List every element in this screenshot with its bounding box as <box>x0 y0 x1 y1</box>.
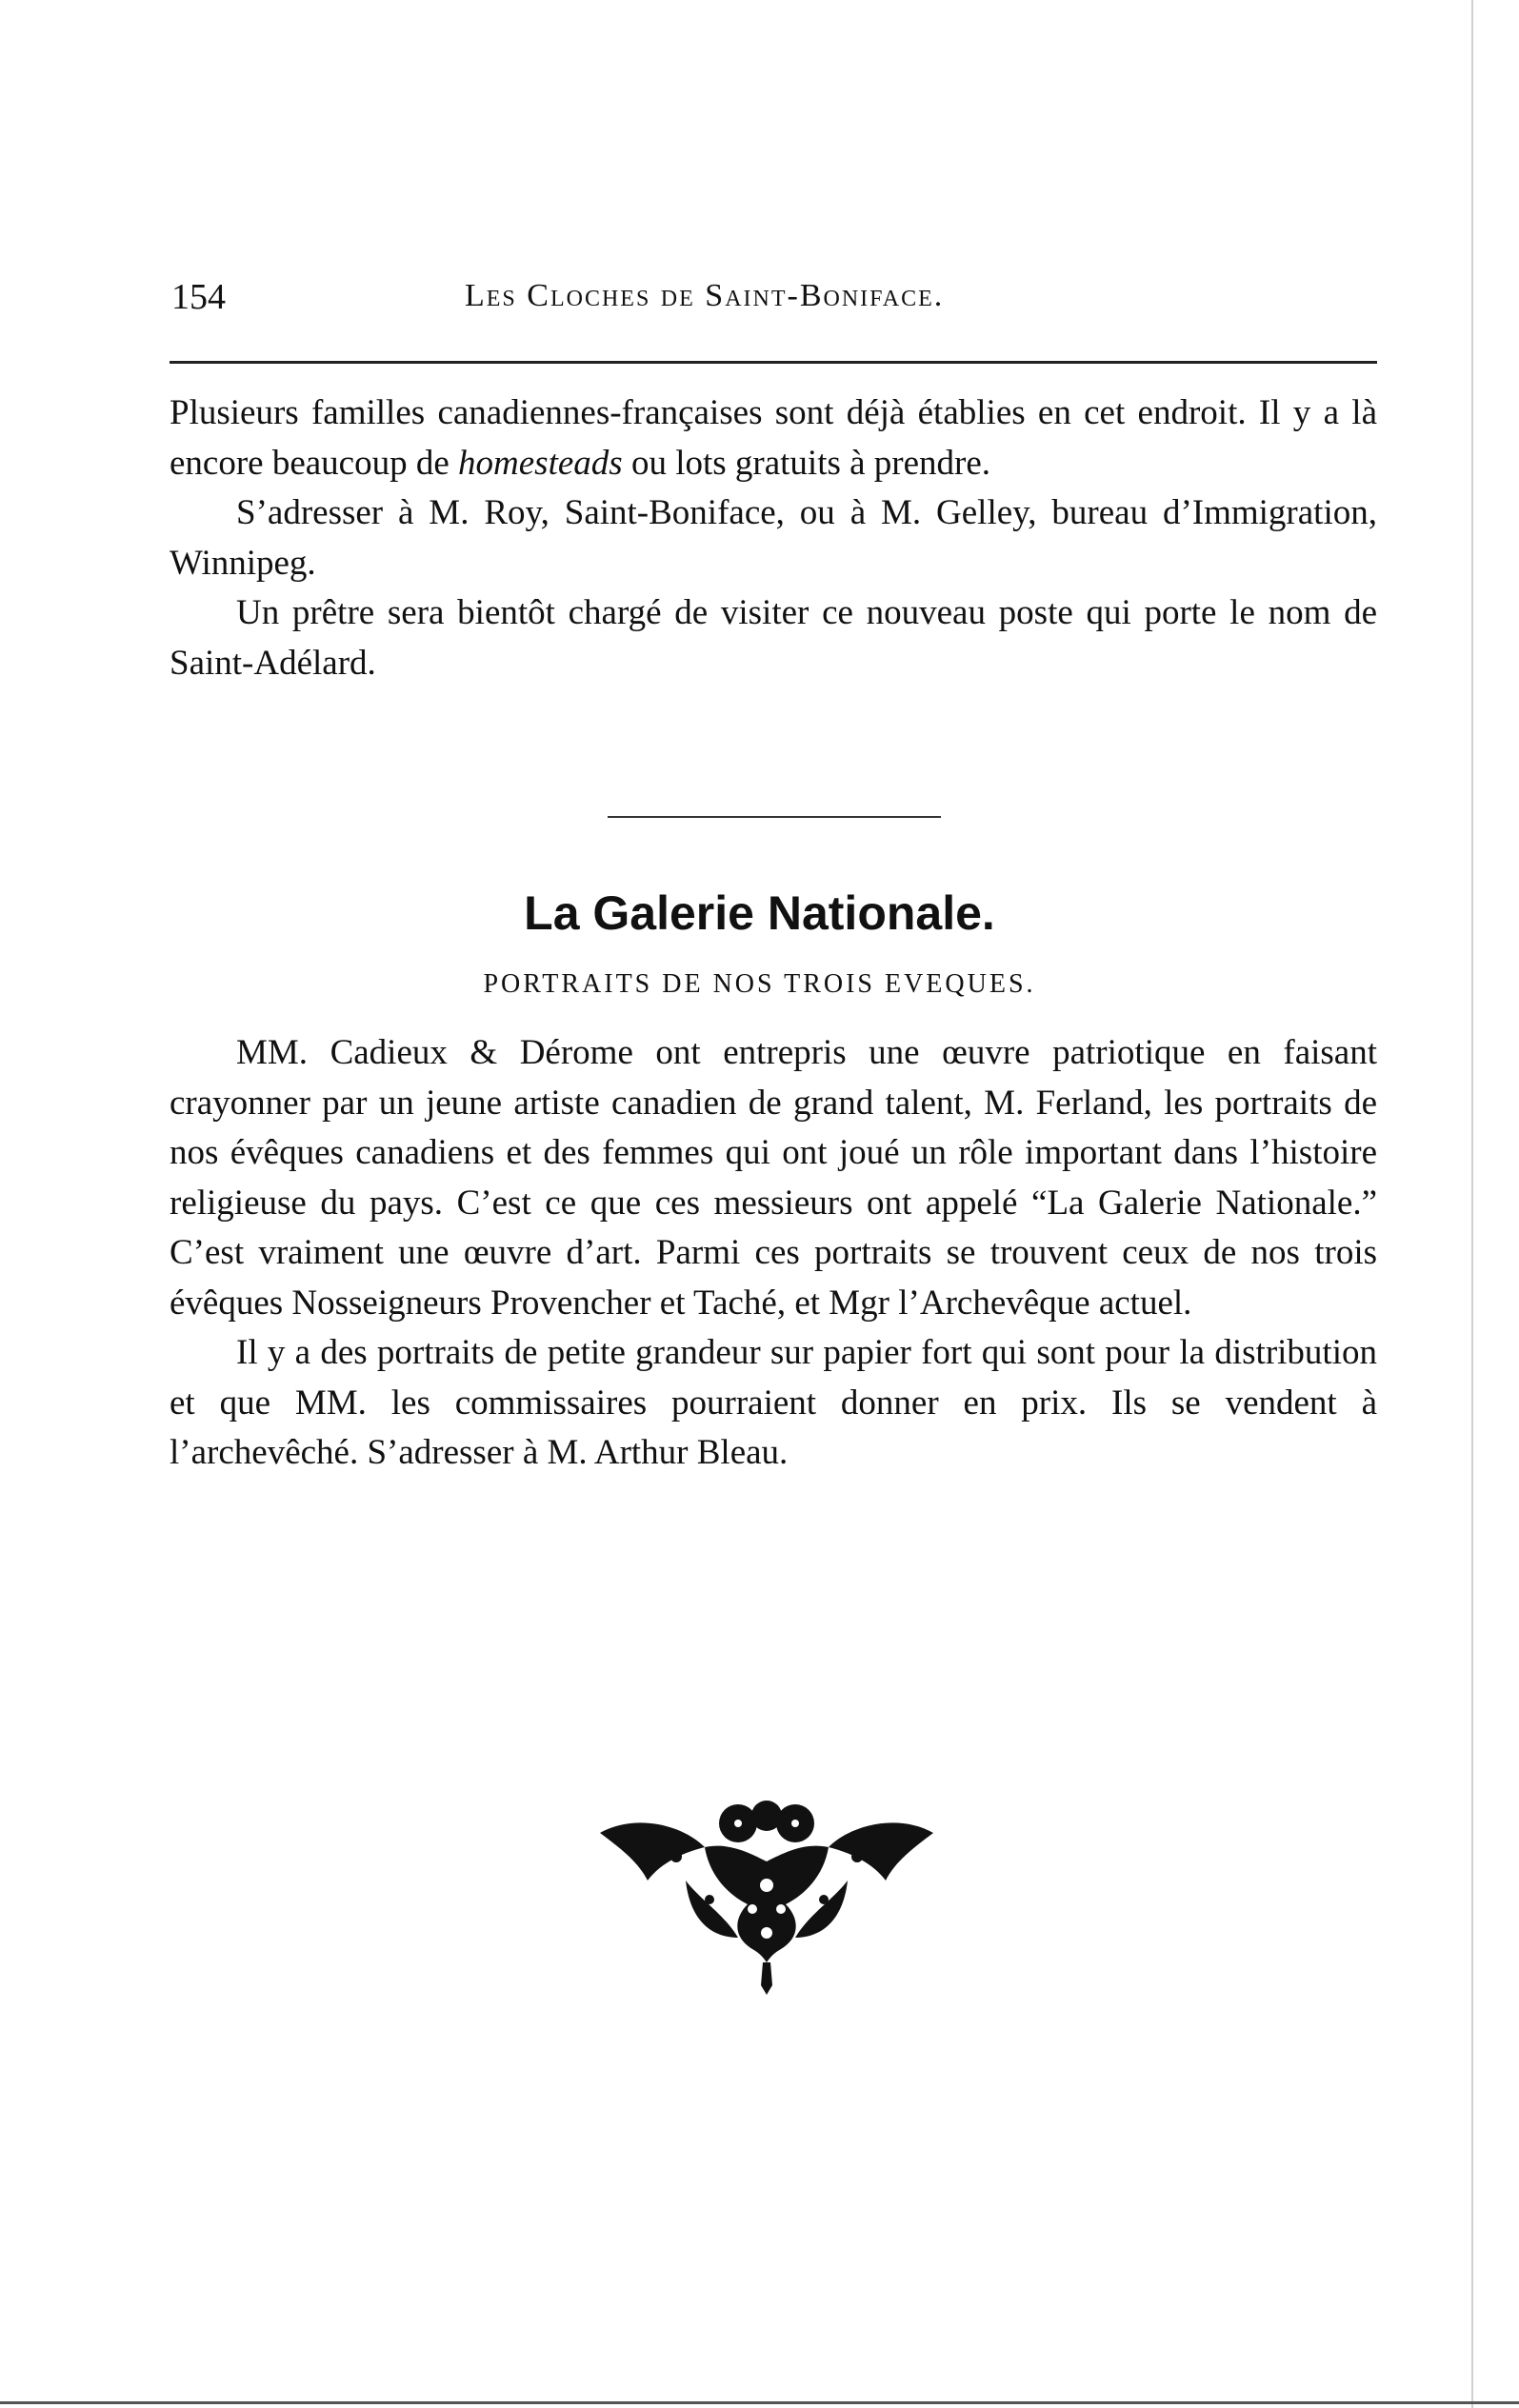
section-divider <box>608 816 941 818</box>
running-title: Les Cloches de Saint-Boniface. <box>465 278 945 313</box>
floral-tailpiece-icon <box>595 1795 938 1995</box>
section1-body <box>170 388 1377 688</box>
scan-margin-line <box>1471 0 1473 2408</box>
paragraph-contact: S’adresser à M. Roy, Saint-Boniface, ou à M. Gelley, bureau d’Immigration, Winnipeg. <box>170 493 1377 583</box>
paragraph-galerie: MM. Cadieux & Dérome ont entrepris une œuvre patriotique en faisant crayonner par un jeune artiste canadien de grand talent, M. Ferland, les portraits de nos évêques canadiens et des femmes qui ont joué un rôle important dans l’histoire religieuse du pays. C’est ce que ces messieurs ont appelé “La Galerie Nationale.” C’est vraiment une œuvre d’art. Parmi ces portraits se trouvent ceux de nos trois évêques Nosseigneurs Provencher et Taché, et Mgr l’Archevêque actuel. <box>170 1033 1377 1323</box>
paragraph-saint-adelard: Un prêtre sera bientôt chargé de visiter ce nouveau poste qui porte le nom de Saint-Adélard. <box>170 593 1377 683</box>
page-number: 154 <box>171 277 226 317</box>
section-subtitle: PORTRAITS DE NOS TROIS EVEQUES. <box>483 969 1036 999</box>
header-rule <box>170 361 1377 364</box>
paragraph-homesteads: Plusieurs familles canadiennes-françaises sont déjà établies en cet endroit. Il y a là encore beaucoup de homesteads ou lots gratuits à prendre. <box>170 393 1377 483</box>
section-title: La Galerie Nationale. <box>524 886 995 940</box>
scan-bottom-edge <box>0 2401 1519 2404</box>
paragraph-portraits-sale: Il y a des portraits de petite grandeur sur papier fort qui sont pour la distribution et que MM. les commissaires pourraient donner en prix. Ils se vendent à l’archevêché. S’adresser à M. Arthur Bleau. <box>170 1333 1377 1472</box>
section2-body <box>170 1028 1377 1479</box>
